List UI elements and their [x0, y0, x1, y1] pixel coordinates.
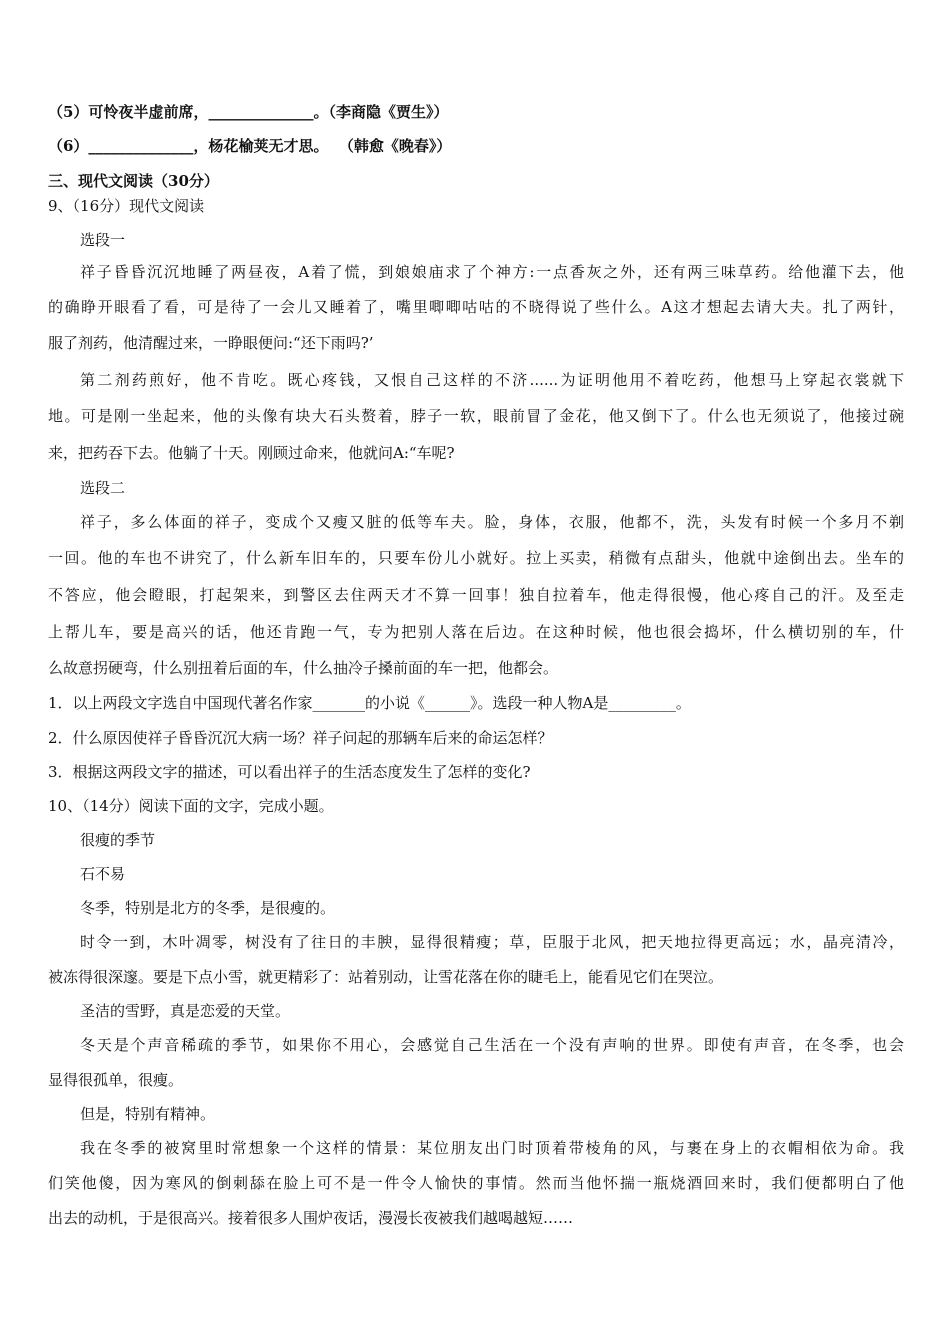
q9-p1-line3: 服了剂药，他清醒过来，一睁眼便问:“还下雨吗?’: [48, 334, 374, 352]
q10-para2-line2: 被冻得很深邃。要是下点小雪，就更精彩了：站着别动，让雪花落在你的睫毛上，能看见它们在哭泣。: [48, 968, 724, 986]
article-author: 石不易: [80, 865, 126, 883]
q10-para6-line2: 们笑他傻，因为寒风的倒刺舔在脸上可不是一件令人愉快的事情。然而当他怀揣一瓶烧酒回来时，我们便都明白了他: [48, 1174, 904, 1192]
q9-part1-label: 选段一: [80, 231, 126, 249]
poetry-q6: （6）______________，杨花榆荚无才思。 （韩愈《晚春》）: [48, 137, 452, 155]
q9-part2-label: 选段二: [80, 479, 126, 497]
q9-p3-line4: 上帮儿车，要是高兴的话，他还肯跑一气，专为把别人落在后边。在这种时候，他也很会捣坏，什么横切别的车，什: [48, 623, 904, 641]
q10-para5: 但是，特别有精神。: [80, 1105, 216, 1123]
article-title: 很瘦的季节: [80, 831, 156, 849]
q10-para4-line1: 冬天是个声音稀疏的季节，如果你不用心，会感觉自己生活在一个没有声响的世界。即使有声音，在冬季，也会: [80, 1036, 904, 1054]
q9-p2-line3: 来，把药吞下去。他躺了十天。刚顾过命来，他就问A:“车呢?: [48, 444, 455, 462]
q9-p2-line1: 第二剂药煎好，他不肯吃。既心疼钱，又恨自己这样的不济......为证明他用不着吃药，他想马上穿起衣裳就下: [80, 371, 904, 389]
q9-p3-line2: 一回。他的车也不讲究了，什么新车旧车的，只要车份儿小就好。拉上买卖，稍微有点甜头，他就中途倒出去。坐车的: [48, 549, 904, 567]
section-heading: 三、现代文阅读（30分）: [48, 172, 219, 190]
q10-para6-line3: 出去的动机，于是很高兴。接着很多人围炉夜话，漫漫长夜被我们越喝越短……: [48, 1209, 574, 1227]
q9-question-3: 3．根据这两段文字的描述，可以看出祥子的生活态度发生了怎样的变化?: [48, 763, 531, 781]
q9-p3-line3: 不答应，他会瞪眼，打起架来，到警区去住两天才不算一回事！独自拉着车，他走得很慢，他心疼自己的汗。及至走: [48, 586, 904, 604]
q9-p3-line1: 祥子，多么体面的祥子，变成个又瘦又脏的低等车夫。脸，身体，衣服，他都不，洗，头发有时候一个多月不剃: [80, 513, 904, 531]
q10-para6-line1: 我在冬季的被窝里时常想象一个这样的情景：某位朋友出门时顶着带棱角的风，与裹在身上的衣帽相依为命。我: [80, 1139, 904, 1157]
q10-para1: 冬季，特别是北方的冬季，是很瘦的。: [80, 899, 336, 917]
q9-question-2: 2．什么原因使祥子昏昏沉沉大病一场？祥子问起的那辆车后来的命运怎样？: [48, 729, 553, 747]
q9-p2-line2: 地。可是刚一坐起来，他的头像有块大石头赘着，脖子一软，眼前冒了金花，他又倒下了。什么也无须说了，他接过碗: [48, 407, 904, 425]
q10-para3: 圣洁的雪野，真是恋爱的天堂。: [80, 1002, 291, 1020]
q10-header: 10、（14分）阅读下面的文字，完成小题。: [48, 797, 334, 815]
q9-question-1: 1．以上两段文字选自中国现代著名作家_______的小说《______》。选段一种人物A是_________。: [48, 694, 691, 712]
q10-para2-line1: 时令一到，木叶凋零，树没有了往日的丰腴，显得很精瘦；草，臣服于北风，把天地拉得更高远；水，晶亮清冷，: [80, 933, 904, 951]
q9-p3-line5: 么故意拐硬弯，什么别扭着后面的车，什么抽冷子搡前面的车一把，他都会。: [48, 659, 559, 677]
q10-para4-line2: 显得很孤单，很瘦。: [48, 1071, 184, 1089]
q9-header: 9、（16分）现代文阅读: [48, 197, 205, 215]
poetry-q5: （5）可怜夜半虚前席，______________。（李商隐《贾生》）: [48, 103, 449, 121]
q9-p1-line1: 祥子昏昏沉沉地睡了两昼夜，A着了慌，到娘娘庙求了个神方:一点香灰之外，还有两三味草药。给他灌下去，他: [80, 263, 904, 281]
q9-p1-line2: 的确睁开眼看了看，可是待了一会儿又睡着了，嘴里唧唧咕咕的不晓得说了些什么。A这才想起去请大夫。扎了两针，: [48, 298, 904, 316]
